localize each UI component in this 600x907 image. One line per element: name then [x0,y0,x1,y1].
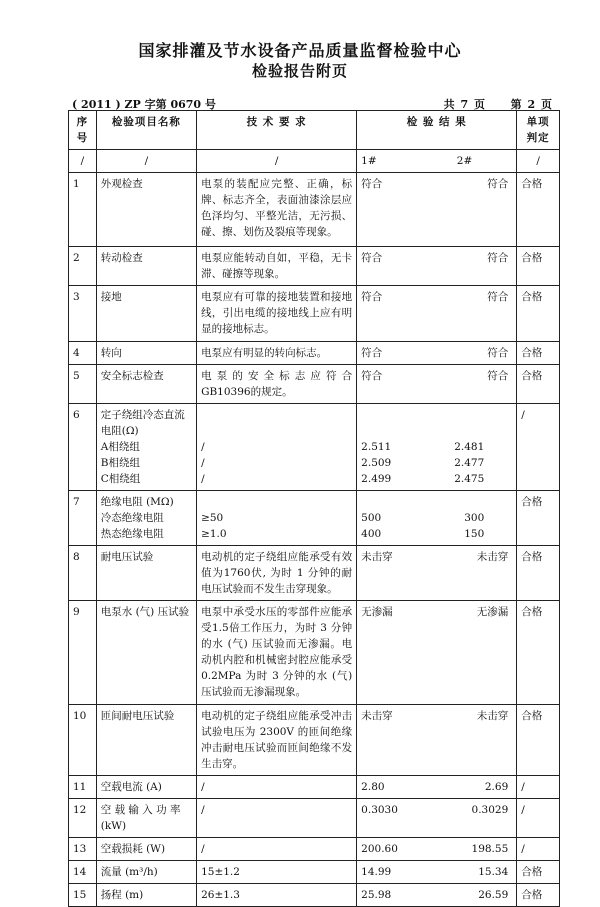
judgement: 合格 [517,861,560,884]
sample-2-result: 300 [464,512,485,524]
table-row [69,601,560,705]
result [357,342,517,365]
sub-item-name: 冷态绝缘电阻 [100,512,164,524]
table-body [69,173,560,907]
sample-1-result: 未击穿 [361,710,393,722]
sample-1-result: 400 [361,528,382,540]
row-number: 7 [69,491,97,546]
sample-1-result: 符合 [361,178,383,190]
inspection-table [68,110,560,907]
judgement: / [517,776,560,799]
sub-requirement: / [201,441,205,453]
col-header-result: 检 验 结 果 [357,111,517,150]
result [357,286,517,342]
requirement: 26±1.3 [197,884,357,907]
table-row [69,247,560,286]
table-row [69,342,560,365]
sample-2-result: 2.477 [454,457,485,469]
sample-2-result: 未击穿 [476,551,509,563]
result [357,601,517,705]
requirement: 电泵的安全标志应符合GB10396的规定。 [197,365,357,404]
col-header-no: 序号 [69,111,97,150]
sample-2-result: 符合 [487,370,509,382]
report-number: ( 2011 ) ZP 字第 0670 号 [72,98,216,111]
table-row [69,365,560,404]
item-name: 接地 [96,286,196,342]
subheader-item: / [96,150,196,173]
sample-1-result: 2.499 [361,473,392,485]
sample-2-result: 无渗漏 [476,606,509,618]
sample-1-result: 符合 [361,291,383,303]
sub-item-name: C相绕组 [100,473,141,485]
sample-2-result: 符合 [487,347,509,359]
judgement: 合格 [517,173,560,247]
sample-2-result: 2.481 [454,441,485,453]
sample-1-result: 25.98 [361,889,392,901]
row-number: 4 [69,342,97,365]
requirement: 电泵应能转动自如，平稳，无卡滞、碰擦等现象。 [197,247,357,286]
sample-1-result: 无渗漏 [361,606,393,618]
judgement: 合格 [517,884,560,907]
item-name [96,491,196,546]
result [357,173,517,247]
row-number: 10 [69,705,97,776]
row-number: 6 [69,404,97,491]
result [357,861,517,884]
item-name: 空载损耗 (W) [96,838,196,861]
sample-1-result: 0.3030 [361,804,398,816]
page-number: 第 2 页 [510,98,552,111]
result [357,705,517,776]
table-row [69,546,560,601]
subheader-no: / [69,150,97,173]
item-name: 外观检查 [96,173,196,247]
sample-1-result: 200.60 [361,843,398,855]
sub-requirement: / [201,457,205,469]
subheader-result [357,150,517,173]
sample-1-result: 符合 [361,347,383,359]
sub-item-name: B相绕组 [100,457,140,469]
org-title: 国家排灌及节水设备产品质量监督检验中心 [138,41,462,60]
total-pages: 共 7 页 [443,98,485,111]
sub-requirement: ≥50 [201,512,224,524]
sample-2-result: 未击穿 [476,710,509,722]
item-name: 电泵水 (气) 压试验 [96,601,196,705]
judgement: / [517,404,560,491]
subheader-requirement: / [197,150,357,173]
result [357,838,517,861]
sample-2-result: 2.69 [484,781,509,793]
sub-requirement: / [201,473,205,485]
item-name: 安全标志检查 [96,365,196,404]
item-name: 空 载 输 入 功 率 (kW) [96,799,196,838]
sub-item-name: A相绕组 [100,441,140,453]
judgement: 合格 [517,247,560,286]
item-name-text: 绝缘电阻 (MΩ) [100,496,174,508]
item-name: 匝间耐电压试验 [96,705,196,776]
sample-2-result: 15.34 [478,866,509,878]
sample-1-result: 2.80 [361,781,385,793]
table-row [69,776,560,799]
judgement: 合格 [517,491,560,546]
requirement: / [197,799,357,838]
requirement: / [197,838,357,861]
col-header-item: 检验项目名称 [96,111,196,150]
table-row [69,173,560,247]
judgement: 合格 [517,601,560,705]
sample-1-result: 2.509 [361,457,392,469]
result [357,247,517,286]
row-number: 5 [69,365,97,404]
requirement: 电泵应有可靠的接地装置和接地线，引出电缆的接地线上应有明显的接地标志。 [197,286,357,342]
sample-1-result: 未击穿 [361,551,393,563]
sample-1-result: 2.511 [361,441,392,453]
requirement [197,491,357,546]
table-row [69,838,560,861]
result [357,799,517,838]
row-number: 8 [69,546,97,601]
requirement: 电动机的定子绕组应能承受冲击试验电压为 2300V 的匝间绝缘冲击耐电压试验而匝间绝缘不发生击穿。 [197,705,357,776]
row-number: 1 [69,173,97,247]
judgement: / [517,799,560,838]
item-name: 耐电压试验 [96,546,196,601]
sample-1-label: 1# [361,155,377,167]
judgement: 合格 [517,705,560,776]
requirement: 电泵应有明显的转向标志。 [197,342,357,365]
item-name: 空载电流 (A) [96,776,196,799]
requirement: 电泵中承受水压的零部件应能承受1.5倍工作压力，为时 3 分钟的水 (气) 压试验而无渗漏。电动机内腔和机械密封腔应能承受 0.2MPa 为时 3 分钟的水 (气) 压试验而无渗漏现象。 [197,601,357,705]
table-row [69,404,560,491]
item-name: 转向 [96,342,196,365]
requirement: / [197,776,357,799]
sample-2-result: 2.475 [454,473,485,485]
row-number: 9 [69,601,97,705]
col-header-requirement: 技 术 要 求 [197,111,357,150]
result [357,776,517,799]
subheader-judgement: / [517,150,560,173]
sample-1-result: 500 [361,512,382,524]
sample-2-label: 2# [456,155,473,167]
row-number: 3 [69,286,97,342]
sample-2-result: 符合 [487,178,509,190]
sample-1-result: 符合 [361,370,383,382]
table-row [69,491,560,546]
table-header-row [69,111,560,150]
table-row [69,286,560,342]
judgement: 合格 [517,342,560,365]
item-name: 流量 (m³/h) [96,861,196,884]
item-name-text: 定子绕组冷态直流电阻(Ω) [100,409,185,437]
requirement [197,404,357,491]
sub-item-name: 热态绝缘电阻 [100,528,164,540]
doc-title: 检验报告附页 [251,62,348,80]
judgement: 合格 [517,365,560,404]
row-number: 11 [69,776,97,799]
sample-1-result: 14.99 [361,866,392,878]
row-number: 13 [69,838,97,861]
table-row [69,861,560,884]
requirement: 15±1.2 [197,861,357,884]
sample-2-result: 符合 [487,291,509,303]
requirement: 电泵的装配应完整、正确，标牌、标志齐全，表面油漆涂层应色泽均匀、平整光洁，无污损、碰、擦、划伤及裂痕等现象。 [197,173,357,247]
requirement: 电动机的定子绕组应能承受有效值为1760伏, 为时 1 分钟的耐电压试验而不发生击穿现象。 [197,546,357,601]
judgement: 合格 [517,286,560,342]
item-name [96,404,196,491]
result [357,884,517,907]
item-name: 扬程 (m) [96,884,196,907]
sample-1-result: 符合 [361,252,383,264]
table-row [69,705,560,776]
col-header-judgement: 单项判定 [517,111,560,150]
judgement: / [517,838,560,861]
table-row [69,884,560,907]
row-number: 14 [69,861,97,884]
result [357,365,517,404]
sub-requirement: ≥1.0 [201,528,227,540]
result [357,491,517,546]
result [357,546,517,601]
sample-2-result: 0.3029 [471,804,509,816]
sample-2-result: 198.55 [471,843,509,855]
sample-2-result: 150 [464,528,485,540]
table-subheader-row [69,150,560,173]
row-number: 2 [69,247,97,286]
sample-2-result: 26.59 [478,889,509,901]
sample-2-result: 符合 [487,252,509,264]
item-name: 转动检查 [96,247,196,286]
table-row [69,799,560,838]
row-number: 15 [69,884,97,907]
judgement: 合格 [517,546,560,601]
row-number: 12 [69,799,97,838]
result [357,404,517,491]
